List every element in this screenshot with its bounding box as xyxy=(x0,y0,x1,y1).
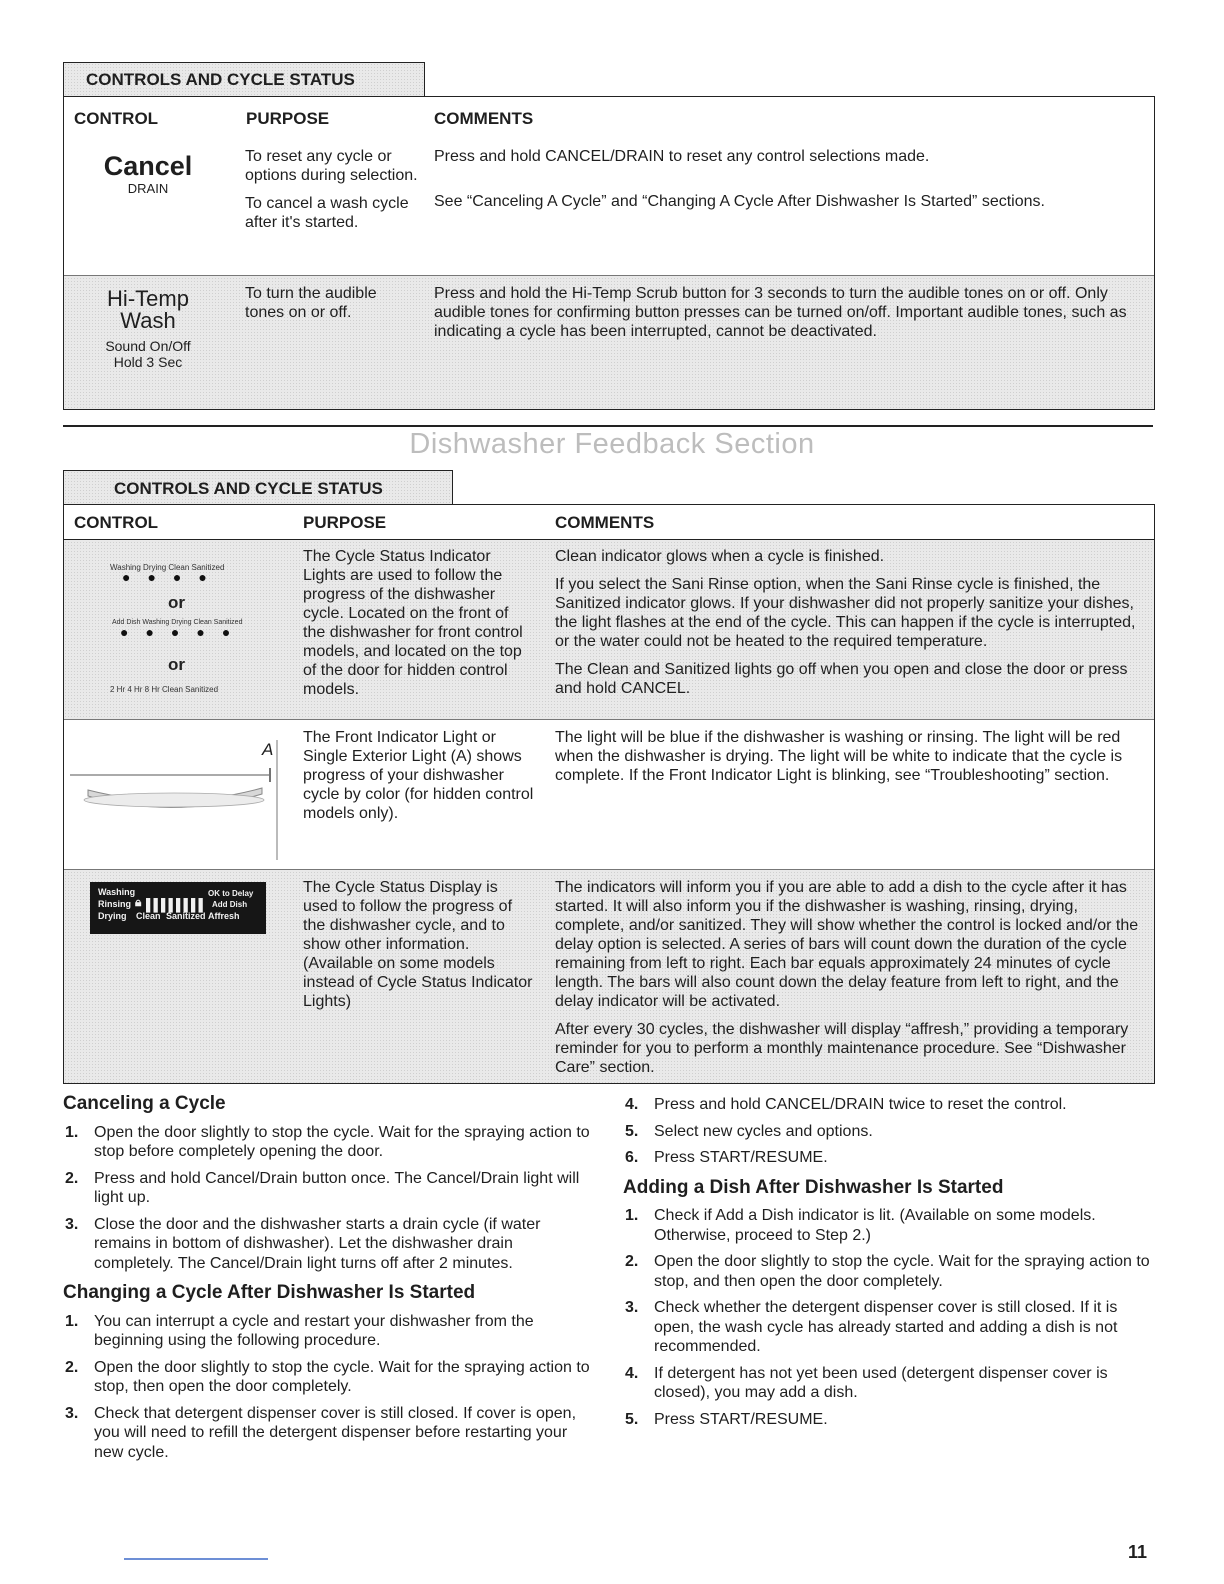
table1-row-cancel xyxy=(64,139,1154,275)
controls-table-1 xyxy=(63,96,1155,410)
indicator-set-1-labels: Washing Drying Clean Sanitized xyxy=(110,563,225,572)
display-sanitized: Sanitized xyxy=(166,911,206,921)
table1-header xyxy=(64,97,1154,140)
front-indicator-illustration xyxy=(64,720,294,870)
cancel-comment-2: See “Canceling A Cycle” and “Changing A Cycle After Dishwasher Is Started” sections. xyxy=(434,193,1045,210)
list-item: 3. Check that detergent dispenser cover is still closed. If cover is open, you will need to refill the detergent dispenser before restarting your new cycle. xyxy=(65,1404,577,1461)
indicator-set-1-dots: ●●●● xyxy=(122,569,224,585)
header-comments: COMMENTS xyxy=(555,513,655,532)
section-divider xyxy=(63,425,1153,427)
section-title: Dishwasher Feedback Section xyxy=(409,428,815,460)
header-purpose: PURPOSE xyxy=(246,109,330,128)
hitemp-control-sublabel-1: Sound On/Off xyxy=(105,338,191,354)
display-ok-to-delay: OK to Delay xyxy=(208,889,254,898)
hitemp-control-label-2: Wash xyxy=(120,308,176,333)
table2-row-front-indicator xyxy=(64,719,1154,870)
table2-row-status-display xyxy=(64,869,1154,1084)
list-item: 5. Press START/RESUME. xyxy=(625,1410,828,1428)
canceling-steps xyxy=(63,1123,593,1274)
indicator-set-2-labels: Add Dish Washing Drying Clean Sanitized xyxy=(112,619,243,626)
status-display-comment-2: After every 30 cycles, the dishwasher will display “affresh,” providing a temporary reminder for you to perform a monthly maintenance procedure. See “Dishwasher Care” section. xyxy=(555,1021,1129,1076)
display-bars: ▌▌▌▌▌▌▌▌ xyxy=(146,898,207,912)
table2-tab-title: CONTROLS AND CYCLE STATUS xyxy=(63,470,453,504)
lock-icon: 🔒︎ xyxy=(135,895,142,909)
callout-a-label: A xyxy=(262,740,274,759)
cancel-comment-1: Press and hold CANCEL/DRAIN to reset any control selections made. xyxy=(434,148,930,165)
indicator-lights-comment-1: Clean indicator glows when a cycle is finished. xyxy=(555,548,885,565)
list-item: 1. Check if Add a Dish indicator is lit. (Available on some models. Otherwise, proceed to Step 2.) xyxy=(625,1207,1096,1244)
controls-table-2 xyxy=(63,504,1155,1084)
list-item: 4. If detergent has not yet been used (detergent dispenser cover is closed), you may add a dish. xyxy=(625,1364,1108,1401)
display-rinsing: Rinsing xyxy=(98,899,131,909)
table2-header xyxy=(64,505,1154,540)
front-indicator-comment: The light will be blue if the dishwasher is washing or rinsing. The light will be red when the dishwasher is drying. The light will be white to indicate that the cycle is complete. If the Front Indicator Light is blinking, see “Troubleshooting” section. xyxy=(555,729,1123,784)
changing-steps xyxy=(63,1312,593,1463)
header-purpose: PURPOSE xyxy=(303,513,387,532)
status-display-purpose: The Cycle Status Display is used to follow the progress of the dishwasher cycle, and to show other information. (Available on some models instead of Cycle Status Indicator Lights) xyxy=(303,879,533,1010)
indicator-set-3-labels: 2 Hr 4 Hr 8 Hr Clean Sanitized xyxy=(110,685,219,694)
table2-row-indicator-lights xyxy=(64,539,1154,719)
list-item: 2. Open the door slightly to stop the cycle. Wait for the spraying action to stop, then open the door completely. xyxy=(65,1358,590,1395)
cancel-control-sublabel: DRAIN xyxy=(127,181,169,196)
list-item: 2. Open the door slightly to stop the cycle. Wait for the spraying action to stop, and then open the door completely. xyxy=(625,1253,1150,1290)
cancel-purpose-1: To reset any cycle or options during selection. xyxy=(245,148,418,184)
cancel-control-label: Cancel xyxy=(103,151,193,181)
table1-row-hitemp xyxy=(64,275,1154,410)
display-washing: Washing xyxy=(98,887,136,897)
list-item: 1. Open the door slightly to stop the cycle. Wait for the spraying action to stop before completely opening the door. xyxy=(65,1123,590,1160)
indicator-lights-purpose: The Cycle Status Indicator Lights are used to follow the progress of the dishwasher cycle. Located on the front of the dishwasher for front control models, and located on the top of the door for hidden control models. xyxy=(303,548,523,698)
list-item: 1. You can interrupt a cycle and restart your dishwasher from the beginning using the following procedure. xyxy=(65,1312,534,1349)
changing-title: Changing a Cycle After Dishwasher Is Started xyxy=(63,1282,476,1303)
changing-steps-continued xyxy=(623,1095,1153,1168)
indicator-set-2-dots: ●●●●● xyxy=(120,624,248,640)
display-add-dish: Add Dish xyxy=(212,900,248,909)
indicator-lights-comment-3: The Clean and Sanitized lights go off when you open and close the door or press and hold CANCEL. xyxy=(555,661,1128,697)
adding-steps xyxy=(623,1206,1153,1429)
right-column xyxy=(623,1095,1153,1436)
hitemp-control-sublabel-2: Hold 3 Sec xyxy=(113,354,183,370)
status-display-comment-1: The indicators will inform you if you are able to add a dish to the cycle after it has started. It will also inform you if the dishwasher is washing, rinsing, drying, complete, and/or sanitized. They will show whether the control is locked and/or the delay option is selected. A series of bars will count down the duration of the cycle remaining from left to right. Each bar equals approximately 24 minutes of cycle length. The bars will also count down the delay feature from left to right, and the delay indicator will be activated. xyxy=(555,879,1139,1010)
display-clean: Clean xyxy=(136,911,161,921)
or-label-1: or xyxy=(168,593,185,612)
front-indicator-purpose: The Front Indicator Light or Single Exterior Light (A) shows progress of your dishwasher cycle by color (for hidden control models only). xyxy=(303,729,534,822)
table1-tab-title: CONTROLS AND CYCLE STATUS xyxy=(63,62,425,96)
header-control: CONTROL xyxy=(74,109,159,128)
cancel-purpose-2: To cancel a wash cycle after it's started. xyxy=(245,195,409,231)
list-item: 3. Check whether the detergent dispenser cover is still closed. If it is open, the wash cycle has already started and adding a dish is not recommended. xyxy=(625,1299,1118,1355)
canceling-title: Canceling a Cycle xyxy=(63,1093,226,1114)
or-label-2: or xyxy=(168,655,185,674)
cycle-status-display xyxy=(90,882,266,934)
adding-title: Adding a Dish After Dishwasher Is Started xyxy=(623,1176,1004,1198)
left-column xyxy=(63,1094,593,1469)
hitemp-comment: Press and hold the Hi-Temp Scrub button for 3 seconds to turn the audible tones on or off. Only audible tones for confirming button presses can be turned on/off. Important audible tones, such as indicating a cycle has been interrupted, cannot be deactivated. xyxy=(434,285,1127,340)
header-comments: COMMENTS xyxy=(434,109,534,128)
list-item: 3. Close the door and the dishwasher starts a drain cycle (if water remains in bottom of dishwasher). Let the dishwasher drain completely. The Cancel/Drain light turns off after 2 minutes. xyxy=(65,1215,541,1272)
hitemp-control-label-1: Hi-Temp xyxy=(107,286,189,311)
list-item: 4. Press and hold CANCEL/DRAIN twice to reset the control. xyxy=(625,1096,1067,1113)
indicator-lights-comment-2: If you select the Sani Rinse option, when the Sani Rinse cycle is finished, the Sanitized indicator glows. If your dishwasher did not properly sanitize your dishes, the light flashes at the end of the cycle. This can happen if the cycle is interrupted, or the water could not be heated to the required temperature. xyxy=(555,576,1136,650)
header-control: CONTROL xyxy=(74,513,159,532)
list-item: 5. Select new cycles and options. xyxy=(625,1122,873,1140)
list-item: 6. Press START/RESUME. xyxy=(625,1149,828,1166)
list-item: 2. Press and hold Cancel/Drain button once. The Cancel/Drain light will light up. xyxy=(65,1169,580,1206)
hitemp-purpose: To turn the audible tones on or off. xyxy=(245,285,377,321)
display-affresh: Affresh xyxy=(208,911,240,921)
footer-rule xyxy=(124,1558,268,1560)
display-drying: Drying xyxy=(98,911,127,921)
page-number: 11 xyxy=(1128,1542,1148,1562)
